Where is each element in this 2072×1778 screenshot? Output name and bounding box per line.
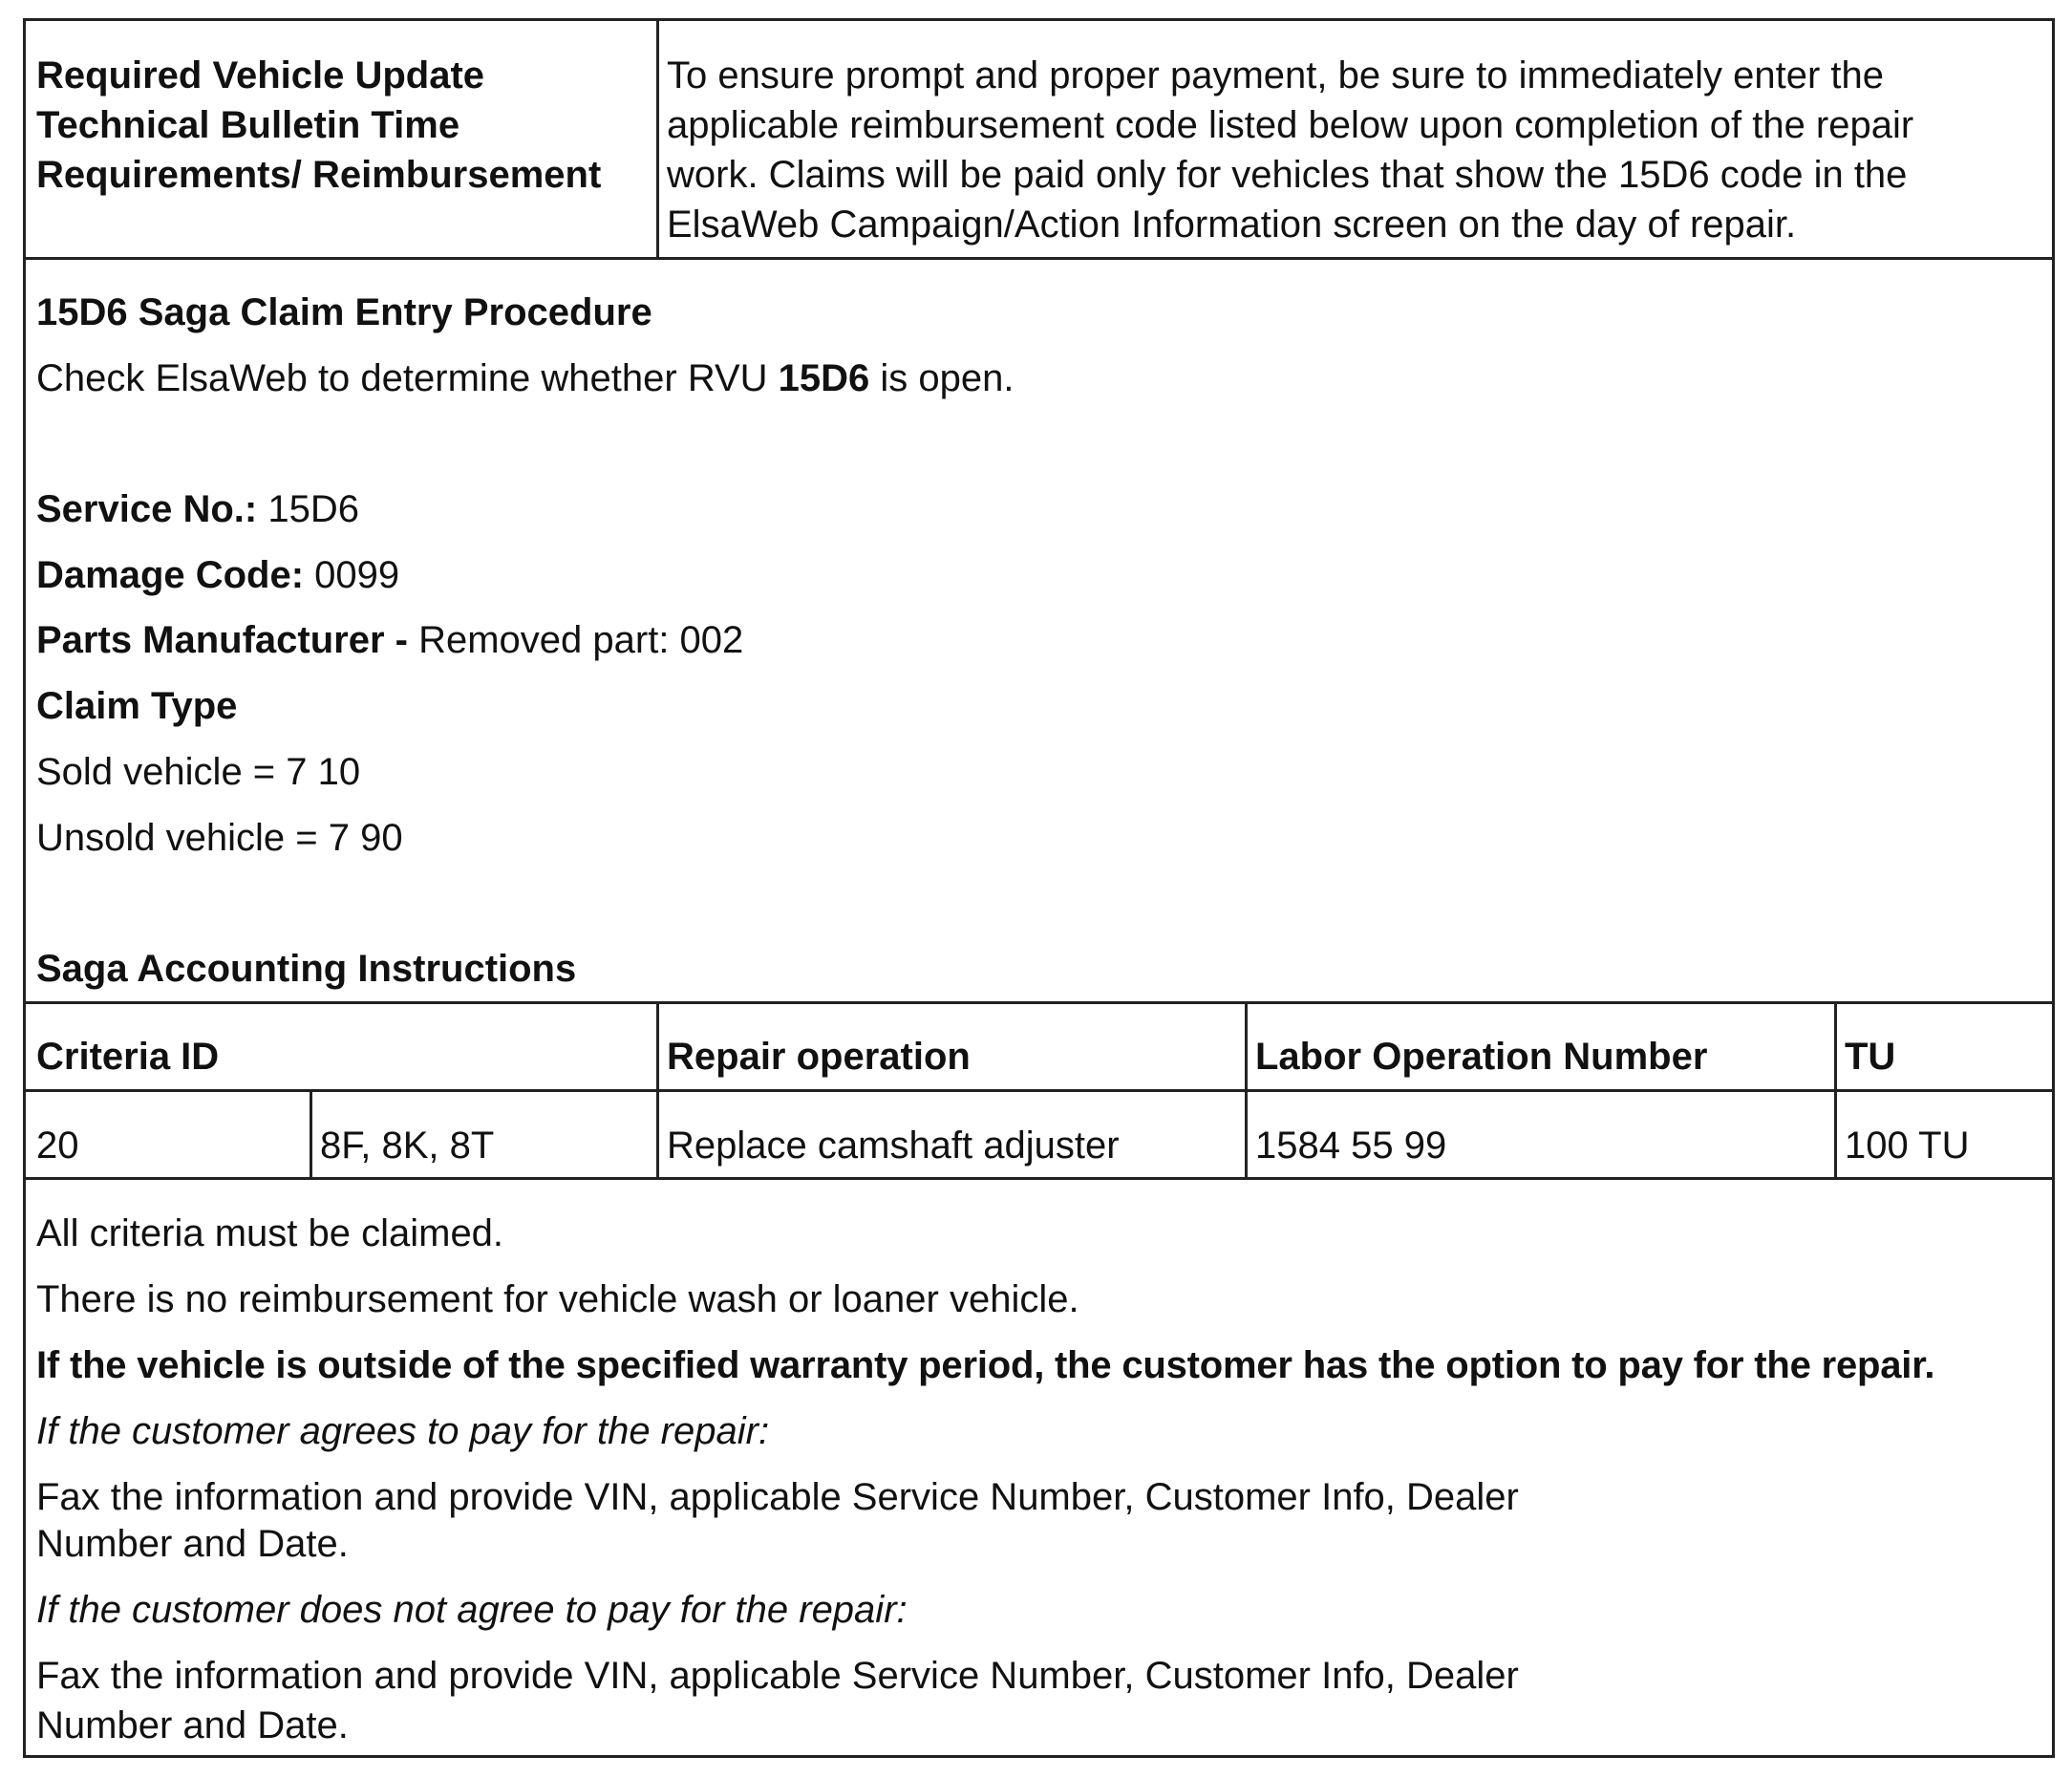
- parts-manufacturer-value: Removed part: 002: [407, 619, 744, 661]
- cell-criteria-codes: 8F, 8K, 8T: [320, 1125, 495, 1167]
- header-divider: [656, 21, 659, 257]
- cell-repair-operation: Replace camshaft adjuster: [667, 1125, 1120, 1167]
- header-right-line-1: To ensure prompt and proper payment, be sure to immediately enter the: [667, 54, 1885, 96]
- header-left-line-1: Required Vehicle Update: [36, 54, 485, 96]
- header-right-line-2: applicable reimbursement code listed below upon completion of the repair: [667, 104, 1914, 146]
- table-divider-labor: [1245, 1001, 1248, 1177]
- header-right-line-3: work. Claims will be paid only for vehicles that show the 15D6 code in the: [667, 154, 1908, 196]
- table-divider-codes: [310, 1089, 312, 1177]
- check-elsaweb-line: [36, 353, 1015, 403]
- sold-vehicle-line: Sold vehicle = 7 10: [36, 751, 361, 793]
- service-number-value: 15D6: [257, 488, 359, 530]
- header-right-line-4: ElsaWeb Campaign/Action Information screen on the day of repair.: [667, 204, 1797, 246]
- note-agrees-line-1: Fax the information and provide VIN, applicable Service Number, Customer Info, Dealer: [36, 1476, 1519, 1518]
- check-prefix: Check ElsaWeb to determine whether RVU: [36, 357, 779, 399]
- damage-code-label: Damage Code:: [36, 554, 305, 596]
- unsold-vehicle-line: Unsold vehicle = 7 90: [36, 817, 403, 859]
- note-all-criteria: All criteria must be claimed.: [36, 1212, 504, 1254]
- cell-labor-operation-number: 1584 55 99: [1255, 1125, 1447, 1167]
- note-disagrees-line-1: Fax the information and provide VIN, applicable Service Number, Customer Info, Dealer: [36, 1655, 1519, 1697]
- note-disagrees-heading: If the customer does not agree to pay for the repair:: [36, 1589, 908, 1631]
- check-code: 15D6: [778, 357, 870, 399]
- note-warranty-warning: If the vehicle is outside of the specified warranty period, the customer has the option to pay for the repair.: [36, 1344, 1935, 1386]
- note-disagrees-line-2: Number and Date.: [36, 1704, 349, 1746]
- cell-tu: 100 TU: [1845, 1125, 1970, 1167]
- header-labor-operation-number: Labor Operation Number: [1255, 1036, 1708, 1078]
- note-no-reimbursement: There is no reimbursement for vehicle wash or loaner vehicle.: [36, 1278, 1079, 1320]
- cell-criteria-id: 20: [36, 1125, 79, 1167]
- damage-code-value: 0099: [304, 554, 400, 596]
- header-left-line-2: Technical Bulletin Time: [36, 104, 460, 146]
- header-left-line-3: Requirements/ Reimbursement: [36, 154, 602, 196]
- table-top-rule: [26, 1001, 2052, 1004]
- header-bottom-rule: [26, 257, 2052, 260]
- check-suffix: is open.: [869, 357, 1015, 399]
- header-tu: TU: [1845, 1036, 1896, 1078]
- bulletin-document: [23, 18, 2055, 1758]
- header-repair-operation: Repair operation: [667, 1036, 971, 1078]
- parts-manufacturer-label: Parts Manufacturer -: [36, 619, 408, 661]
- table-header-rule: [26, 1089, 2052, 1092]
- claim-type-label: Claim Type: [36, 685, 238, 727]
- note-agrees-line-2: Number and Date.: [36, 1523, 349, 1565]
- table-divider-tu: [1834, 1001, 1837, 1177]
- parts-manufacturer-line: [36, 615, 743, 665]
- service-number-line: [36, 484, 359, 534]
- table-divider-repair: [656, 1001, 659, 1177]
- service-number-label: Service No.:: [36, 488, 258, 530]
- procedure-title: 15D6 Saga Claim Entry Procedure: [36, 291, 652, 333]
- damage-code-line: [36, 550, 399, 600]
- header-criteria-id: Criteria ID: [36, 1036, 220, 1078]
- accounting-title: Saga Accounting Instructions: [36, 948, 577, 990]
- table-bottom-rule: [26, 1177, 2052, 1180]
- note-agrees-heading: If the customer agrees to pay for the repair:: [36, 1410, 770, 1452]
